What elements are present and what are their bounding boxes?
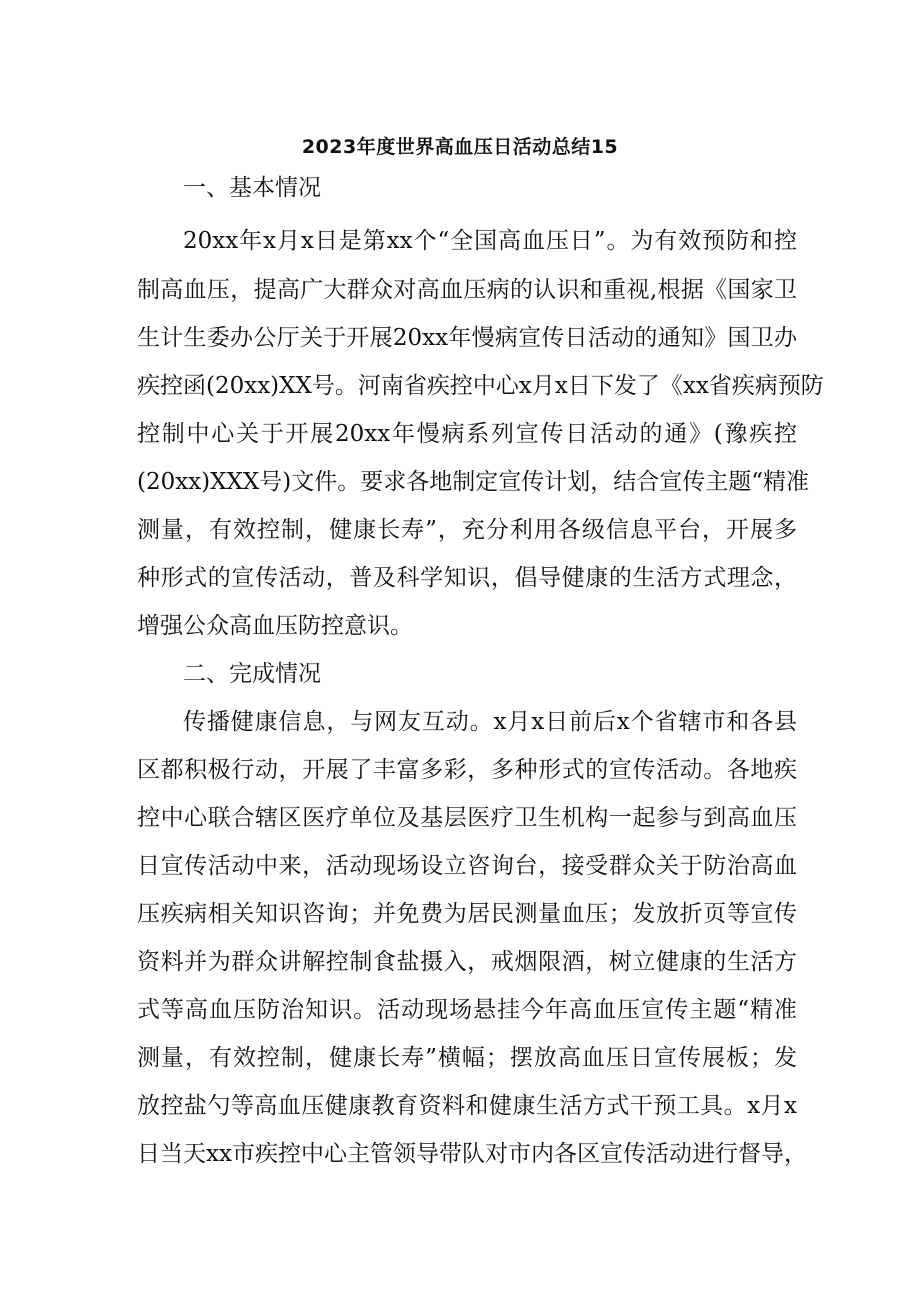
paragraph-line: 式等高血压防治知识。活动现场悬挂今年高血压宣传主题“精准: [137, 997, 797, 1023]
paragraph-line: 控中心联合辖区医疗单位及基层医疗卫生机构一起参与到高血压: [137, 805, 797, 831]
section-heading-completion: 二、完成情况: [183, 661, 321, 687]
paragraph-line: 种形式的宣传活动，普及科学知识，倡导健康的生活方式理念，: [137, 565, 797, 591]
paragraph-line: 传播健康信息，与网友互动。x月x日前后x个省辖市和各县: [183, 709, 797, 735]
paragraph-line: 测量，有效控制，健康长寿”，充分利用各级信息平台，开展多: [137, 517, 797, 543]
paragraph-line: 日当天xx市疾控中心主管领导带队对市内各区宣传活动进行督导，: [137, 1141, 807, 1167]
paragraph-line: 压疾病相关知识咨询；并免费为居民测量血压；发放折页等宣传: [137, 901, 797, 927]
paragraph-line: 区都积极行动，开展了丰富多彩，多种形式的宣传活动。各地疾: [137, 757, 797, 783]
paragraph-line: 疾控函(20xx)XX号。河南省疾控中心x月x日下发了《xx省疾病预防: [137, 373, 824, 399]
paragraph-line: 放控盐勺等高血压健康教育资料和健康生活方式干预工具。x月x: [137, 1093, 797, 1119]
document-title: 2023年度世界高血压日活动总结15: [301, 136, 619, 158]
paragraph-line: 增强公众高血压防控意识。: [137, 613, 413, 639]
paragraph-line: 控制中心关于开展20xx年慢病系列宣传日活动的通》(豫疾控: [137, 421, 797, 447]
paragraph-line: 生计生委办公厅关于开展20xx年慢病宣传日活动的通知》国卫办: [137, 325, 797, 351]
paragraph-line: 资料并为群众讲解控制食盐摄入，戒烟限酒，树立健康的生活方: [137, 949, 797, 975]
paragraph-line: (20xx)XXX号)文件。要求各地制定宣传计划，结合宣传主题“精准: [137, 469, 810, 495]
paragraph-line: 日宣传活动中来，活动现场设立咨询台，接受群众关于防治高血: [137, 853, 797, 879]
paragraph-line: 测量，有效控制，健康长寿”横幅；摆放高血压日宣传展板；发: [137, 1045, 797, 1071]
paragraph-line: 20xx年x月x日是第xx个“全国高血压日”。为有效预防和控: [183, 228, 797, 254]
section-heading-basic-info: 一、基本情况: [183, 175, 321, 201]
paragraph-line: 制高血压，提高广大群众对高血压病的认识和重视,根据《国家卫: [137, 277, 797, 303]
